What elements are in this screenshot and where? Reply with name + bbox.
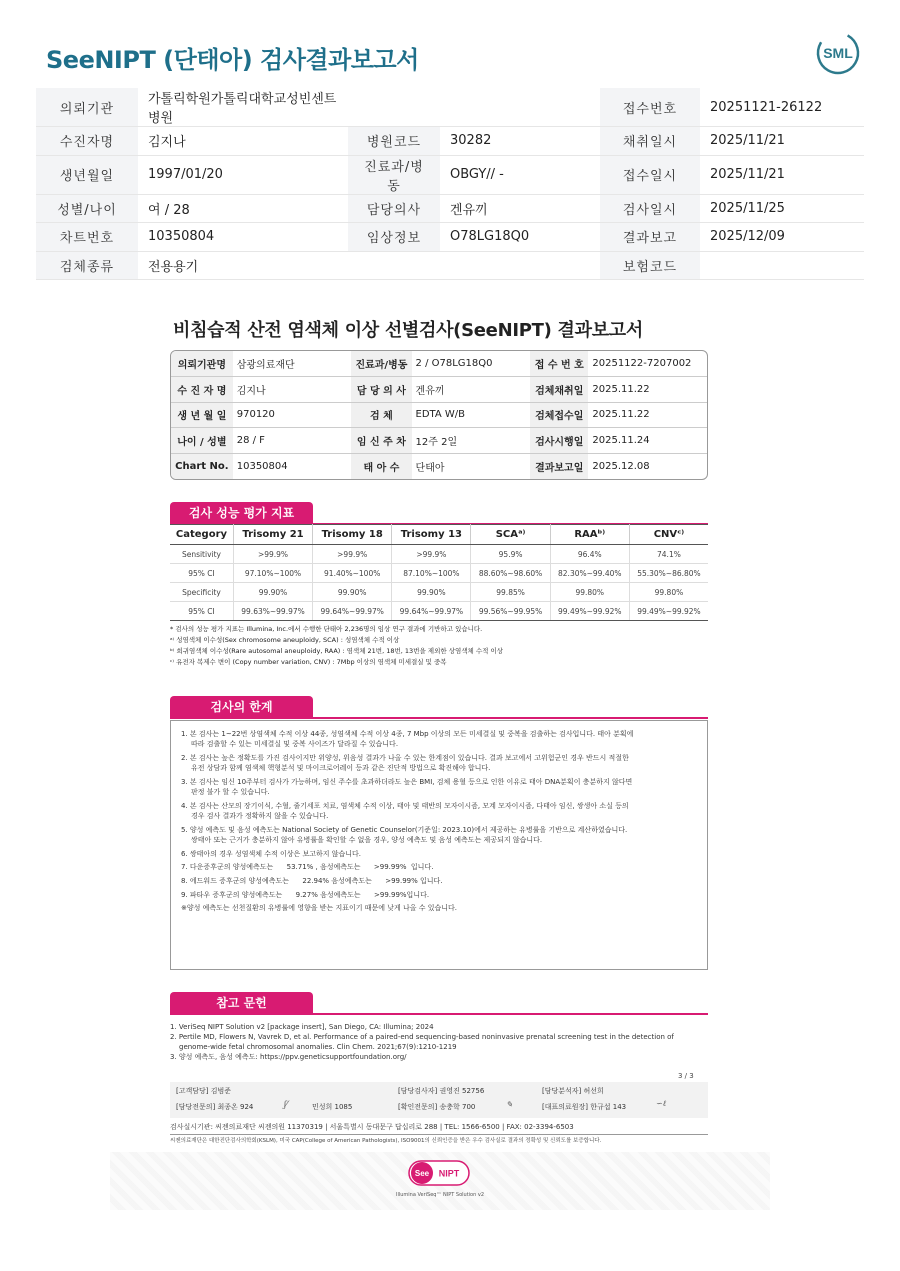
limit-line: 2. 본 검사는 높은 정확도를 가진 검사이지만 위양성, 위음성 결과가 나올 수 있는 한계점이 있습니다. 결과 보고에서 고위험군인 경우 반드시 적절한 (181, 753, 629, 762)
perf-row (170, 602, 708, 621)
reference: 3. 양성 예측도, 음성 예측도: https://ppv.geneticsupportfoundation.org/ (170, 1053, 407, 1061)
report-title: SeeNIPT (단태아) 검사결과보고서 (46, 46, 419, 74)
info-label: 차트번호 (36, 223, 138, 252)
info-label: 검체종류 (36, 251, 138, 280)
info-value: 2025/11/21 (700, 155, 864, 194)
info-label: 결과보고 (600, 223, 700, 252)
footnote: ᵃ⁾ 성염색체 이수성(Sex chromosome aneuploidy, SCA) : 성염색체 수적 이상 (170, 636, 400, 644)
info-label: 의뢰기관 (36, 88, 138, 127)
perf-cell: >99.9% (392, 545, 471, 564)
info-label: 채취일시 (600, 127, 700, 156)
info-value: 2025/11/25 (700, 194, 864, 223)
info-label: 임상정보 (348, 223, 440, 252)
info-row (36, 194, 864, 223)
perf-cell: 99.90% (392, 583, 471, 602)
limit-line: 1. 본 검사는 1~22번 상염색체 수적 이상 44종, 성염색체 수적 이상 4종, 7 Mbp 이상의 모든 미세결실 및 중복을 검출하는 검사입니다. 태아 분획에 (181, 730, 634, 738)
patient-label: 임 신 주 차 (351, 428, 411, 454)
info-label: 접수일시 (600, 155, 700, 194)
info-row (36, 127, 864, 156)
perf-header: Trisomy 18 (313, 525, 392, 545)
limit-line: 유전 상담과 함께 염색체 핵형분석 및 마이크로어레이 등과 같은 진단적 방법으로 확진해야 합니다. (191, 764, 491, 773)
patient-value: 2025.11.22 (588, 377, 707, 403)
perf-cell: 95.9% (471, 545, 550, 564)
signature-mark: ✎ (506, 1100, 513, 1109)
perf-cell: 95% CI (170, 602, 233, 621)
info-row (36, 223, 864, 252)
info-label (348, 251, 440, 280)
patient-row (171, 377, 707, 403)
patient-value: 970120 (233, 402, 352, 428)
perf-cell: 95% CI (170, 564, 233, 583)
patient-value: 10350804 (236, 460, 288, 472)
signature-mark: ∽ℓ (656, 1099, 667, 1108)
limit-line: 6. 쌍태아의 경우 성염색체 수적 이상은 보고하지 않습니다. (181, 849, 362, 858)
perf-cell: 99.56%~99.95% (471, 602, 550, 621)
seenipt-logo (408, 1160, 470, 1186)
performance-section-header: 검사 성능 평가 지표 (170, 502, 313, 524)
perf-cell: >99.9% (233, 545, 312, 564)
info-value: 김지나 (138, 127, 348, 156)
performance-footnotes (170, 624, 710, 668)
perf-cell: 99.64%~99.97% (313, 602, 392, 621)
footnote: ᵇ⁾ 희귀염색체 이수성(Rare autosomal aneuploidy, RAA) : 염색체 21번, 18번, 13번을 제외한 상염색체 수적 이상 (170, 647, 504, 655)
info-label (348, 88, 440, 127)
patient-value: 2025.12.08 (592, 460, 650, 472)
info-label: 생년월일 (36, 155, 138, 194)
perf-cell: 99.80% (550, 583, 629, 602)
seenipt-subtitle: Illumina VeriSeq™ NIPT Solution v2 (395, 1192, 485, 1198)
patient-value: EDTA W/B (412, 402, 531, 428)
sml-logo-text: SML (823, 45, 853, 61)
perf-header: Trisomy 13 (392, 525, 471, 545)
info-value: 30282 (440, 127, 600, 156)
info-row (36, 155, 864, 194)
perf-cell: 96.4% (550, 545, 629, 564)
references-section-header: 참고 문헌 (170, 992, 313, 1014)
patient-row (171, 351, 707, 377)
footnote: ᶜ⁾ 유전자 복제수 변이 (Copy number variation, CNV) : 7Mbp 이상의 염색체 미세결실 및 중복 (170, 658, 447, 666)
perf-header: CNVᶜ⁾ (629, 525, 708, 545)
reference: 1. VeriSeq NIPT Solution v2 [package insert], San Diego, CA: Illumina; 2024 (170, 1023, 434, 1031)
patient-value: 2 / O78LG18Q0 (412, 351, 531, 377)
performance-table (170, 524, 708, 621)
seenipt-logo-see: See (414, 1169, 430, 1178)
patient-label: 의뢰기관명 (171, 351, 233, 377)
perf-header: Trisomy 21 (233, 525, 312, 545)
limits-box (170, 720, 708, 970)
perf-cell: 99.90% (233, 583, 312, 602)
info-value (440, 251, 600, 280)
seenipt-logo-nipt: NIPT (438, 1168, 460, 1179)
lab-certification-note: 씨젠의료재단은 대한진단검사의학회(KSLM), 미국 CAP(College of American Pathologists), ISO9001의 신뢰인증을 받은 우수 검사실로 결과의 정확성 및 신뢰도를 보증합니다. (170, 1138, 602, 1144)
signature-box (170, 1082, 708, 1118)
info-value: 1997/01/20 (138, 155, 348, 194)
info-value (700, 251, 864, 280)
specialist: [담당전문의] 최종온 924 (176, 1103, 254, 1111)
director: [대표의료원장] 한규섭 143 (542, 1103, 627, 1111)
patient-value: 12주 2일 (412, 428, 531, 454)
info-label: 성별/나이 (36, 194, 138, 223)
perf-cell: 99.85% (471, 583, 550, 602)
limit-line: 7. 다운증후군의 양성예측도는 53.71% , 음성예측도는 >99.99% 입니다. (181, 863, 434, 872)
confirming-specialist: [확인전문의] 송충학 700 (398, 1103, 476, 1111)
perf-cell: 99.49%~99.92% (550, 602, 629, 621)
perf-row (170, 545, 708, 564)
info-value: 겐유끼 (440, 194, 600, 223)
limits-section-header: 검사의 한계 (170, 696, 313, 718)
lab-info: 검사실시기관: 씨젠의료재단 씨젠의원 11370319 | 서울특별시 동대문구 답십리로 288 | TEL: 1566-6500 | FAX: 02-3394-6503 (170, 1122, 708, 1135)
specialist-2: 민성희 1085 (312, 1103, 353, 1111)
embedded-result-document (110, 280, 770, 1210)
perf-cell: 99.63%~99.97% (233, 602, 312, 621)
patient-row (171, 402, 707, 428)
patient-label: 생 년 월 일 (171, 402, 233, 428)
section-divider (170, 717, 708, 719)
perf-header: RAAᵇ⁾ (550, 525, 629, 545)
patient-label: 나이 / 성별 (171, 428, 233, 454)
info-value: 전용용기 (138, 251, 348, 280)
info-row (36, 88, 864, 127)
patient-value: 28 / F (233, 428, 352, 454)
limit-line: 8. 에드워드 증후군의 양성예측도는 22.94% 음성예측도는 >99.99% 입니다. (181, 876, 443, 885)
info-value (440, 88, 600, 127)
info-label: 보험코드 (600, 251, 700, 280)
info-value: 2025/12/09 (700, 223, 864, 252)
perf-row (170, 564, 708, 583)
info-label: 병원코드 (348, 127, 440, 156)
document-patient-box (170, 350, 708, 480)
patient-label: 진료과/병동 (351, 351, 411, 377)
info-label: 진료과/병동 (348, 155, 440, 194)
patient-value: 2025.11.24 (588, 428, 707, 454)
sml-logo (815, 30, 861, 76)
limit-line: 따라 검출할 수 있는 미세결실 및 중복 사이즈가 달라질 수 있습니다. (191, 740, 399, 749)
limit-line: 9. 파타우 증후군의 양성예측도는 9.27% 음성예측도는 >99.99%입니다. (181, 890, 430, 899)
perf-cell: 87.10%~100% (392, 564, 471, 583)
limit-line: 4. 본 검사는 산모의 장기이식, 수혈, 줄기세포 치료, 염색체 수적 이상, 태아 및 태반의 모자이시즘, 모계 모자이시즘, 다태아 임신, 쌍생아 소실 등의 (181, 801, 629, 810)
patient-value: 김지나 (233, 377, 352, 403)
info-value: OBGY// - (440, 155, 600, 194)
patient-value: 2025.11.22 (588, 402, 707, 428)
info-row (36, 251, 864, 280)
limit-line: 3. 본 검사는 임신 10주부터 검사가 가능하며, 임신 주수를 초과하더라도 높은 BMI, 검체 용혈 등으로 인한 이유로 태아 DNA분획이 충분하지 않다면 (181, 777, 633, 786)
perf-header: SCAᵃ⁾ (471, 525, 550, 545)
references-list (170, 1022, 710, 1062)
perf-cell: 97.10%~100% (233, 564, 312, 583)
perf-cell: 99.64%~99.97% (392, 602, 471, 621)
perf-cell: 55.30%~86.80% (629, 564, 708, 583)
limit-line: 5. 양성 예측도 및 음성 예측도는 National Society of Genetic Counselor(기준일: 2023.10)에서 제공하는 유병률을 기반으로 계산하였습니다. (181, 825, 628, 834)
analyst: [담당분석자] 허선희 (542, 1087, 604, 1095)
patient-value: 겐유끼 (412, 377, 531, 403)
perf-cell: 88.60%~98.60% (471, 564, 550, 583)
page-number: 3 / 3 (678, 1072, 694, 1080)
perf-cell: Specificity (170, 583, 233, 602)
tester: [담당검사자] 권영진 52756 (398, 1087, 485, 1095)
document-title: 비침습적 산전 염색체 이상 선별검사(SeeNIPT) 결과보고서 (173, 320, 643, 341)
footnote: * 검사의 성능 평가 지표는 Illumina, Inc.에서 수행한 단태아 2,236명의 임상 연구 결과에 기반하고 있습니다. (170, 625, 483, 633)
patient-label: 담 당 의 사 (351, 377, 411, 403)
patient-row (171, 453, 707, 479)
section-divider (170, 1013, 708, 1015)
info-value: 10350804 (138, 223, 348, 252)
patient-label: 검사시행일 (530, 428, 588, 454)
perf-header: Category (170, 525, 233, 545)
info-label: 접수번호 (600, 88, 700, 127)
limit-line: ※양성 예측도는 선천질환의 유병률에 영향을 받는 지표이기 때문에 낮게 나올 수 있습니다. (181, 904, 457, 913)
perf-cell: 74.1% (629, 545, 708, 564)
limit-line: 경우 검사 결과가 정확하지 않을 수 있습니다. (191, 811, 329, 820)
limit-line: 쌍태아 또는 근거가 충분하지 않아 유병률을 확인할 수 없을 경우, 양성 예측도 및 음성 예측도는 제공되지 않습니다. (191, 835, 543, 844)
patient-label: Chart No. (171, 453, 233, 479)
perf-cell: Sensitivity (170, 545, 233, 564)
info-value: 2025/11/21 (700, 127, 864, 156)
patient-value: 삼광의료재단 (233, 351, 352, 377)
patient-label: 수 진 자 명 (171, 377, 233, 403)
patient-label: 검 체 (351, 402, 411, 428)
patient-label: 접 수 번 호 (530, 351, 588, 377)
document-patient-table (171, 351, 707, 479)
info-label: 수진자명 (36, 127, 138, 156)
info-value: 여 / 28 (138, 194, 348, 223)
perf-cell: 99.80% (629, 583, 708, 602)
info-value: 20251121-26122 (700, 88, 864, 127)
signature-mark: ʃ⁄ (284, 1100, 288, 1109)
perf-cell: 91.40%~100% (313, 564, 392, 583)
limit-line: 판정 불가 할 수 있습니다. (191, 788, 270, 797)
info-value: 가톨릭학원가톨릭대학교성빈센트병원 (138, 88, 348, 127)
reference: 2. Pertile MD, Flowers N, Vavrek D, et al. Performance of a paired-end sequencing-based noninvasive prenatal screening test in the detection of (170, 1033, 674, 1041)
reference: genome-wide fetal chromosomal anomalies. Clin Chem. 2021;67(9):1210-1219 (179, 1043, 457, 1051)
patient-value: 20251122-7207002 (588, 351, 707, 377)
perf-cell: >99.9% (313, 545, 392, 564)
patient-label: 검체접수일 (530, 402, 588, 428)
patient-value: 단태아 (415, 462, 445, 474)
patient-label: 결과보고일 (530, 453, 588, 479)
perf-cell: 99.90% (313, 583, 392, 602)
info-label: 검사일시 (600, 194, 700, 223)
patient-info-table (36, 88, 864, 280)
patient-row (171, 428, 707, 454)
info-label: 담당의사 (348, 194, 440, 223)
perf-row (170, 583, 708, 602)
perf-cell: 99.49%~99.92% (629, 602, 708, 621)
info-value: O78LG18Q0 (440, 223, 600, 252)
patient-label: 태 아 수 (351, 453, 411, 479)
customer-manager: [고객담당] 김범준 (176, 1087, 232, 1095)
patient-label: 검체채취일 (530, 377, 588, 403)
perf-cell: 82.30%~99.40% (550, 564, 629, 583)
